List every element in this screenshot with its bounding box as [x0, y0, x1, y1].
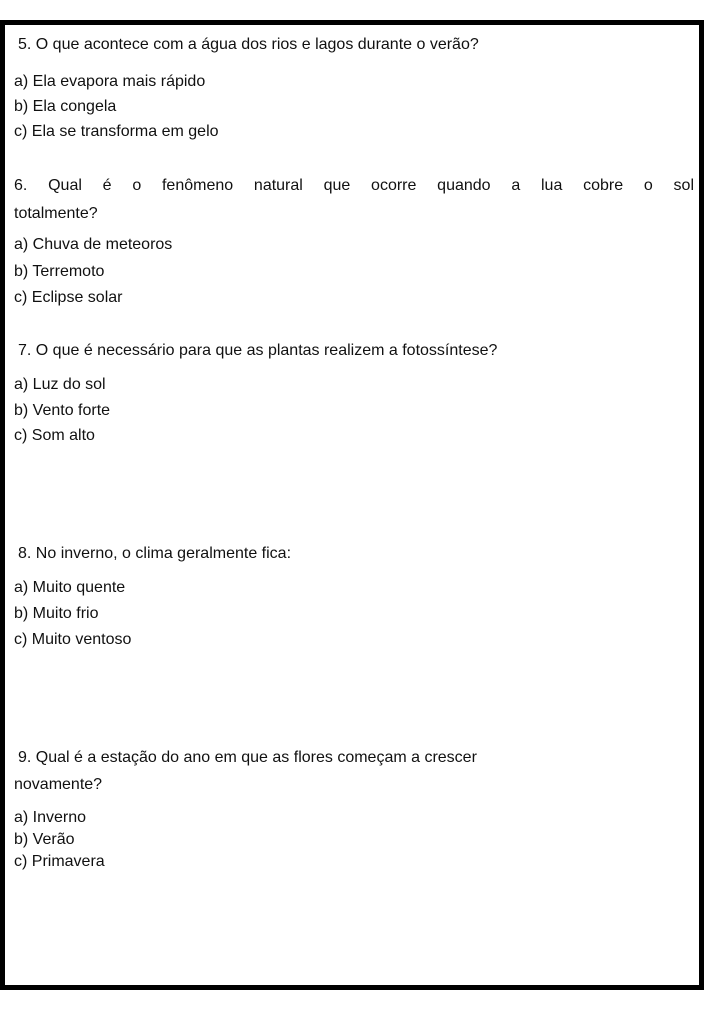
option: a) Muito quente	[14, 579, 126, 596]
option: b) Ela congela	[14, 98, 117, 115]
question-9-line1: 9. Qual é a estação do ano em que as flores começam a crescer	[18, 749, 477, 766]
question-5: 5. O que acontece com a água dos rios e lagos durante o verão?	[18, 36, 479, 53]
option: c) Primavera	[14, 853, 105, 870]
option: c) Som alto	[14, 427, 95, 444]
option: a) Inverno	[14, 809, 87, 826]
question-6-line2: totalmente?	[14, 205, 98, 222]
option: b) Verão	[14, 831, 75, 848]
option: b) Terremoto	[14, 263, 105, 280]
option: a) Ela evapora mais rápido	[14, 73, 206, 90]
option: b) Muito frio	[14, 605, 99, 622]
option: b) Vento forte	[14, 402, 111, 419]
option: a) Chuva de meteoros	[14, 236, 173, 253]
option: a) Luz do sol	[14, 376, 106, 393]
option: c) Muito ventoso	[14, 631, 132, 648]
option: c) Eclipse solar	[14, 289, 123, 306]
option: c) Ela se transforma em gelo	[14, 123, 219, 140]
question-9-line2: novamente?	[14, 776, 103, 793]
question-7: 7. O que é necessário para que as plantas realizem a fotossíntese?	[18, 342, 498, 359]
question-6-line1: 6. Qual é o fenômeno natural que ocorre quando a lua cobre o sol	[14, 177, 694, 194]
worksheet-frame	[0, 20, 704, 990]
question-8: 8. No inverno, o clima geralmente fica:	[18, 545, 292, 562]
